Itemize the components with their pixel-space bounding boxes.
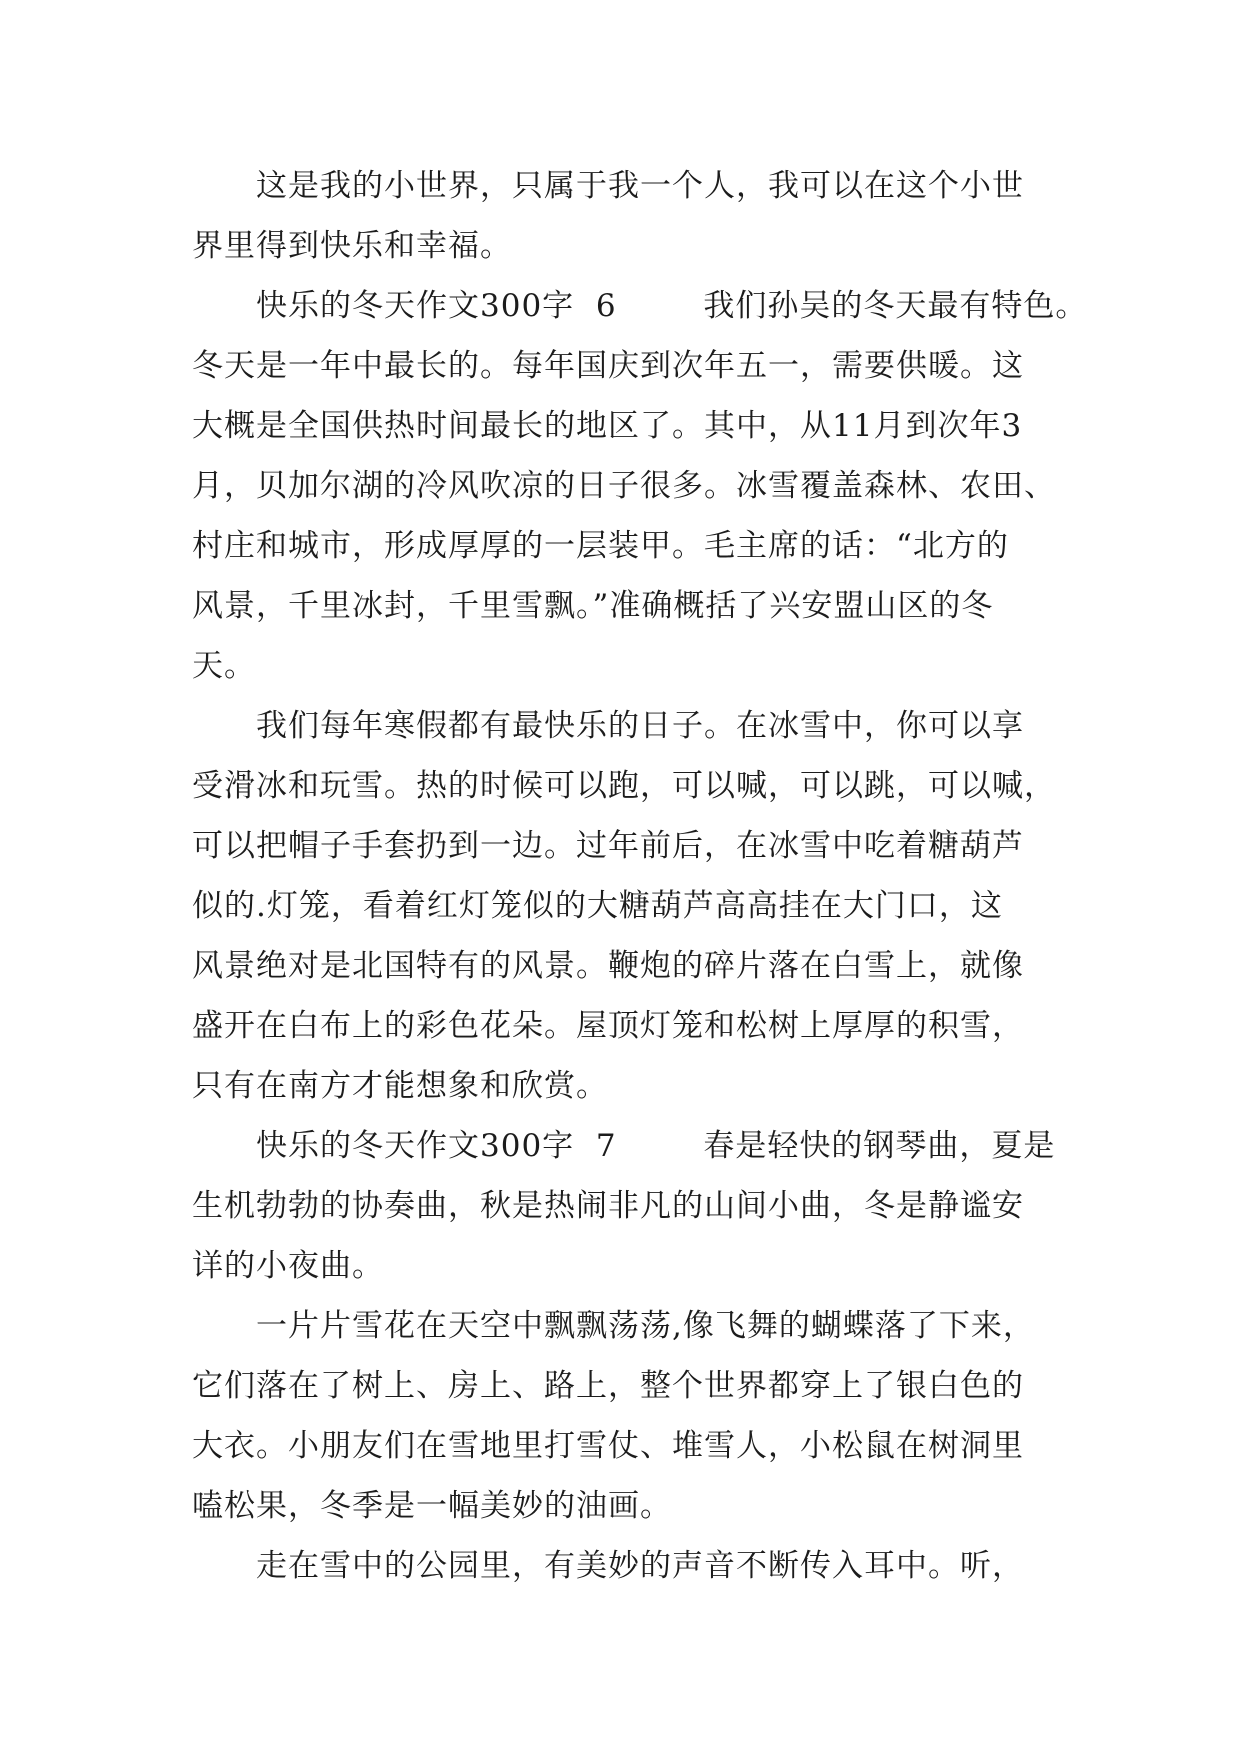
text-line: 详的小夜曲。 (192, 1248, 384, 1284)
text-line: 可以把帽子手套扔到一边。过年前后，在冰雪中吃着糖葫芦 (192, 828, 1024, 864)
section-heading-line: 快乐的冬天作文300字 7 春是轻快的钢琴曲，夏是 (256, 1128, 1056, 1164)
text-line: 走在雪中的公园里，有美妙的声音不断传入耳中。听， (256, 1548, 1024, 1584)
text-line: 村庄和城市，形成厚厚的一层装甲。毛主席的话：“北方的 (192, 528, 1009, 564)
text-line: 天。 (192, 648, 256, 684)
text-line: 只有在南方才能想象和欣赏。 (192, 1068, 608, 1104)
text-line: 大衣。小朋友们在雪地里打雪仗、堆雪人，小松鼠在树洞里 (192, 1428, 1024, 1464)
text-line: 这是我的小世界，只属于我一个人，我可以在这个小世 (256, 168, 1024, 204)
text-line: 它们落在了树上、房上、路上，整个世界都穿上了银白色的 (192, 1368, 1024, 1404)
text-line: 界里得到快乐和幸福。 (192, 228, 512, 264)
text-line: 受滑冰和玩雪。热的时候可以跑，可以喊，可以跳，可以喊， (192, 768, 1056, 804)
text-line: 冬天是一年中最长的。每年国庆到次年五一，需要供暖。这 (192, 348, 1024, 384)
text-line: 风景，千里冰封，千里雪飘。”准确概括了兴安盟山区的冬 (192, 588, 994, 624)
text-line: 风景绝对是北国特有的风景。鞭炮的碎片落在白雪上，就像 (192, 948, 1024, 984)
section-heading-line: 快乐的冬天作文300字 6 我们孙吴的冬天最有特色。 (256, 288, 1088, 324)
text-line: 我们每年寒假都有最快乐的日子。在冰雪中，你可以享 (256, 708, 1024, 744)
text-line: 大概是全国供热时间最长的地区了。其中，从11月到次年3 (192, 408, 1023, 444)
text-line: 生机勃勃的协奏曲，秋是热闹非凡的山间小曲，冬是静谧安 (192, 1188, 1024, 1224)
text-line: 盛开在白布上的彩色花朵。屋顶灯笼和松树上厚厚的积雪， (192, 1008, 1024, 1044)
text-line: 月，贝加尔湖的冷风吹凉的日子很多。冰雪覆盖森林、农田、 (192, 468, 1056, 504)
text-line: 似的.灯笼，看着红灯笼似的大糖葫芦高高挂在大门口，这 (192, 888, 1003, 924)
text-line: 嗑松果，冬季是一幅美妙的油画。 (192, 1488, 672, 1524)
text-line: 一片片雪花在天空中飘飘荡荡,像飞舞的蝴蝶落了下来， (256, 1308, 1035, 1344)
